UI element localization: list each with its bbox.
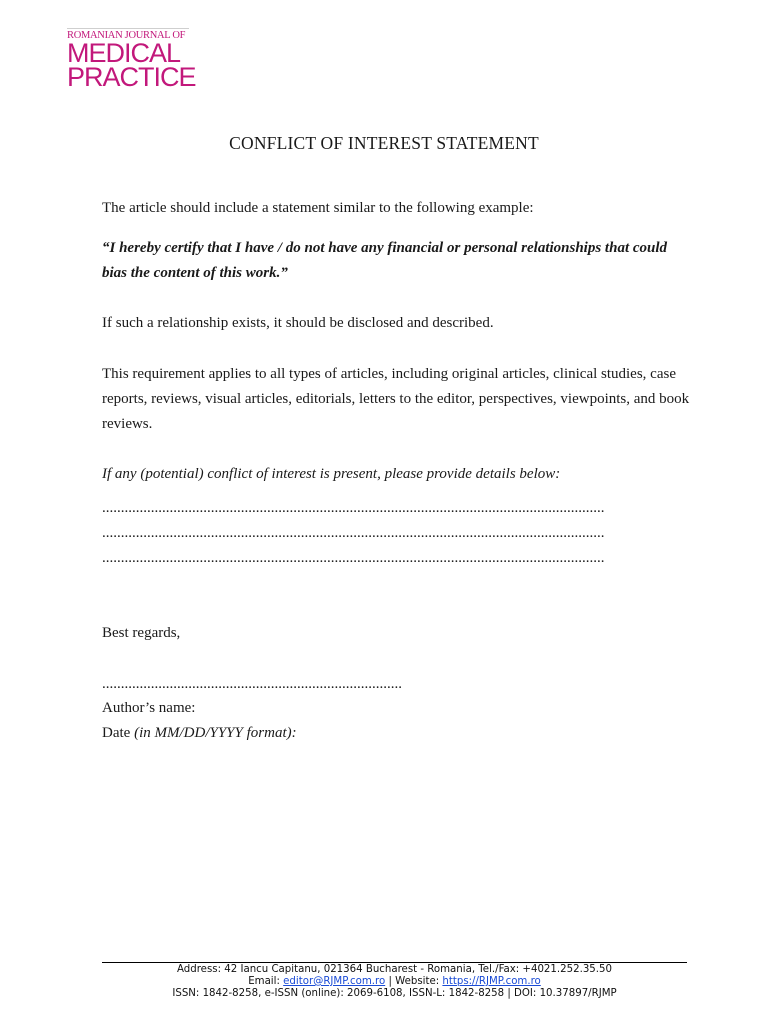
closing-regards: Best regards, xyxy=(102,625,181,641)
footer-email-label: Email: xyxy=(248,976,280,987)
footer-website-link[interactable]: https://RJMP.com.ro xyxy=(442,976,541,987)
footer-divider xyxy=(102,962,687,963)
author-name-label: Author’s name: xyxy=(102,700,196,716)
requirement-text: This requirement applies to all types of articles, including original articles, clinical studies, case reports, reviews, visual articles, editorials, letters to the editor, perspectives, viewpoints, and book reviews. xyxy=(102,366,690,432)
certification-statement: “I hereby certify that I have / do not have any financial or personal relationships that could bias the content of this work.” xyxy=(102,240,668,281)
details-prompt: If any (potential) conflict of interest is present, please provide details below: xyxy=(102,466,561,482)
page-footer xyxy=(102,964,687,1000)
details-line-2[interactable]: ...................................................................................................................................... xyxy=(102,525,605,541)
logo-line-3: PRACTICE xyxy=(67,62,196,92)
logo-line-1: ROMANIAN JOURNAL OF xyxy=(67,30,186,41)
logo-rule xyxy=(67,28,189,29)
footer-issn: ISSN: 1842-8258, e-ISSN (online): 2069-6108, ISSN-L: 1842-8258 | DOI: 10.37897/RJMP xyxy=(172,988,617,999)
footer-address: Address: 42 Iancu Capitanu, 021364 Bucharest - Romania, Tel./Fax: +4021.252.35.50 xyxy=(177,964,612,975)
footer-website-label: | Website: xyxy=(388,976,440,987)
date-field xyxy=(102,721,692,746)
details-line-1[interactable]: ...................................................................................................................................... xyxy=(102,500,605,516)
footer-email-link[interactable]: editor@RJMP.com.ro xyxy=(283,976,386,987)
intro-text: The article should include a statement similar to the following example: xyxy=(102,200,534,216)
date-label: Date xyxy=(102,725,131,741)
page-title: CONFLICT OF INTEREST STATEMENT xyxy=(229,133,539,153)
journal-logo xyxy=(67,28,207,92)
logo-line-2: MEDICAL xyxy=(67,38,181,68)
signature-line[interactable]: ................................................................................ xyxy=(102,676,402,692)
date-format-hint: (in MM/DD/YYYY format): xyxy=(134,725,297,741)
details-line-3[interactable]: ...................................................................................................................................... xyxy=(102,550,605,566)
footer-contact xyxy=(102,976,687,988)
disclosure-text: If such a relationship exists, it should be disclosed and described. xyxy=(102,315,494,331)
